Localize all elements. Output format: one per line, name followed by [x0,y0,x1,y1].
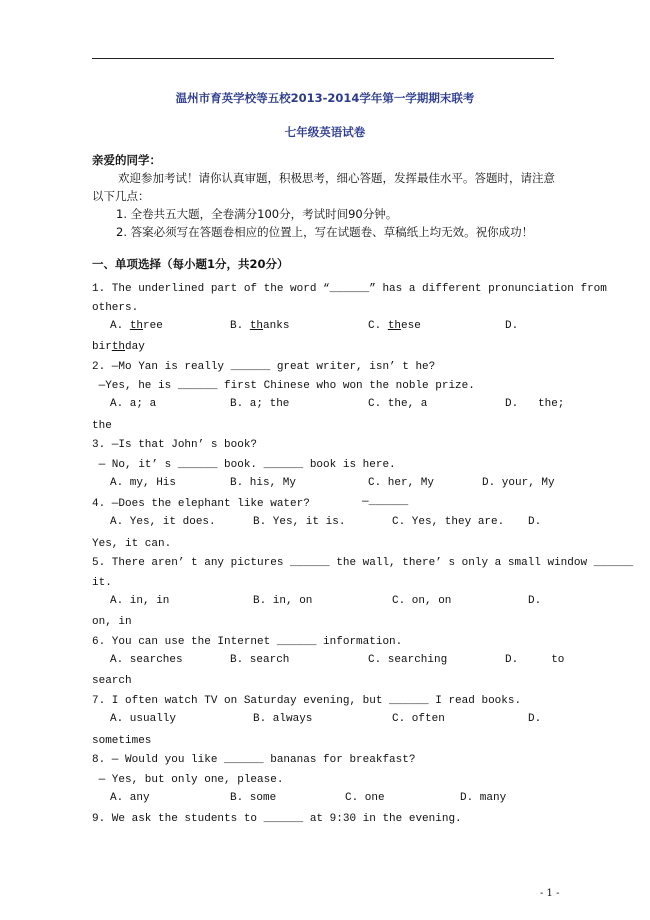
q5-stem: 5. There aren’ t any pictures ______ the wall, there’ s only a small window ______ [92,557,634,569]
q1-option-b: B. thanks [230,320,290,332]
page-number: - 1 - [540,888,560,899]
q1-option-a: A. three [110,320,163,332]
q6-option-a: A. searches [110,654,183,666]
q1-option-c: C. these [368,320,421,332]
q2-option-d: D. the; [505,398,565,410]
q2-option-b: B. a; the [230,398,290,410]
q4-stem: 4. —Does the elephant like water? [92,498,310,510]
q4-option-a: A. Yes, it does. [110,516,216,528]
q1-stem: 1. The underlined part of the word “______” has a different pronunciation from [92,283,607,295]
intro-note-2: 2. 答案必须写在答题卷相应的位置上，写在试题卷、草稿纸上均无效。祝你成功！ [116,225,534,239]
header-rule [92,58,554,59]
q8-stem-cont: — Yes, but only one, please. [92,774,284,786]
q8-option-b: B. some [230,792,277,804]
q4-stem-answer-blank: —______ [362,496,409,508]
q2-stem: 2. —Mo Yan is really ______ great writer, isn’ t he? [92,361,436,373]
q2-option-c: C. the, a [368,398,428,410]
q6-option-b: B. search [230,654,290,666]
q7-option-d: D. [528,713,542,725]
q5-option-b: B. in, on [253,595,313,607]
q3-option-b: B. his, My [230,477,297,489]
q8-option-c: C. one [345,792,385,804]
q4-option-d-wrap: Yes, it can. [92,538,172,550]
q6-option-d: D. to [505,654,565,666]
q3-option-c: C. her, My [368,477,435,489]
q3-stem-cont: — No, it’ s ______ book. ______ book is here. [92,459,396,471]
q5-stem-cont: it. [92,577,112,589]
q1-stem-cont: others. [92,302,139,314]
q3-option-d: D. your, My [482,477,555,489]
q7-option-b: B. always [253,713,313,725]
q2-option-a: A. a; a [110,398,157,410]
q8-option-d: D. many [460,792,507,804]
intro-line-2: 以下几点： [92,189,150,203]
q1-option-d-text: birthday [92,341,145,353]
q4-option-c: C. Yes, they are. [392,516,505,528]
q3-option-a: A. my, His [110,477,177,489]
q5-option-d-wrap: on, in [92,616,132,628]
q9-stem: 9. We ask the students to ______ at 9:30 in the evening. [92,813,462,825]
q2-stem-cont: —Yes, he is ______ first Chinese who won the noble prize. [92,380,475,392]
intro-line-1: 欢迎参加考试！请你认真审题，积极思考，细心答题，发挥最佳水平。答题时，请注意 [118,171,555,185]
q1-option-d: D. [505,320,519,332]
q7-option-c: C. often [392,713,445,725]
q8-stem: 8. — Would you like ______ bananas for breakfast? [92,754,416,766]
q5-option-c: C. on, on [392,595,452,607]
q6-stem: 6. You can use the Internet ______ information. [92,636,403,648]
q5-option-a: A. in, in [110,595,170,607]
section-1-heading: 一、单项选择（每小题1分，共20分） [92,257,289,271]
q6-option-d-wrap: search [92,675,132,687]
intro-greeting: 亲爱的同学： [92,153,161,167]
q3-stem: 3. —Is that John’ s book? [92,439,258,451]
intro-note-1: 1. 全卷共五大题，全卷满分100分，考试时间90分钟。 [116,207,398,221]
q5-option-d: D. [528,595,542,607]
q7-option-a: A. usually [110,713,177,725]
q7-option-d-wrap: sometimes [92,735,152,747]
exam-subtitle: 七年级英语试卷 [284,125,366,139]
exam-title: 温州市育英学校等五校2013-2014学年第一学期期末联考 [175,91,475,105]
q4-option-b: B. Yes, it is. [253,516,346,528]
q2-option-d-wrap: the [92,420,112,432]
q7-stem: 7. I often watch TV on Saturday evening, but ______ I read books. [92,695,522,707]
q6-option-c: C. searching [368,654,448,666]
q8-option-a: A. any [110,792,150,804]
q4-option-d: D. [528,516,542,528]
